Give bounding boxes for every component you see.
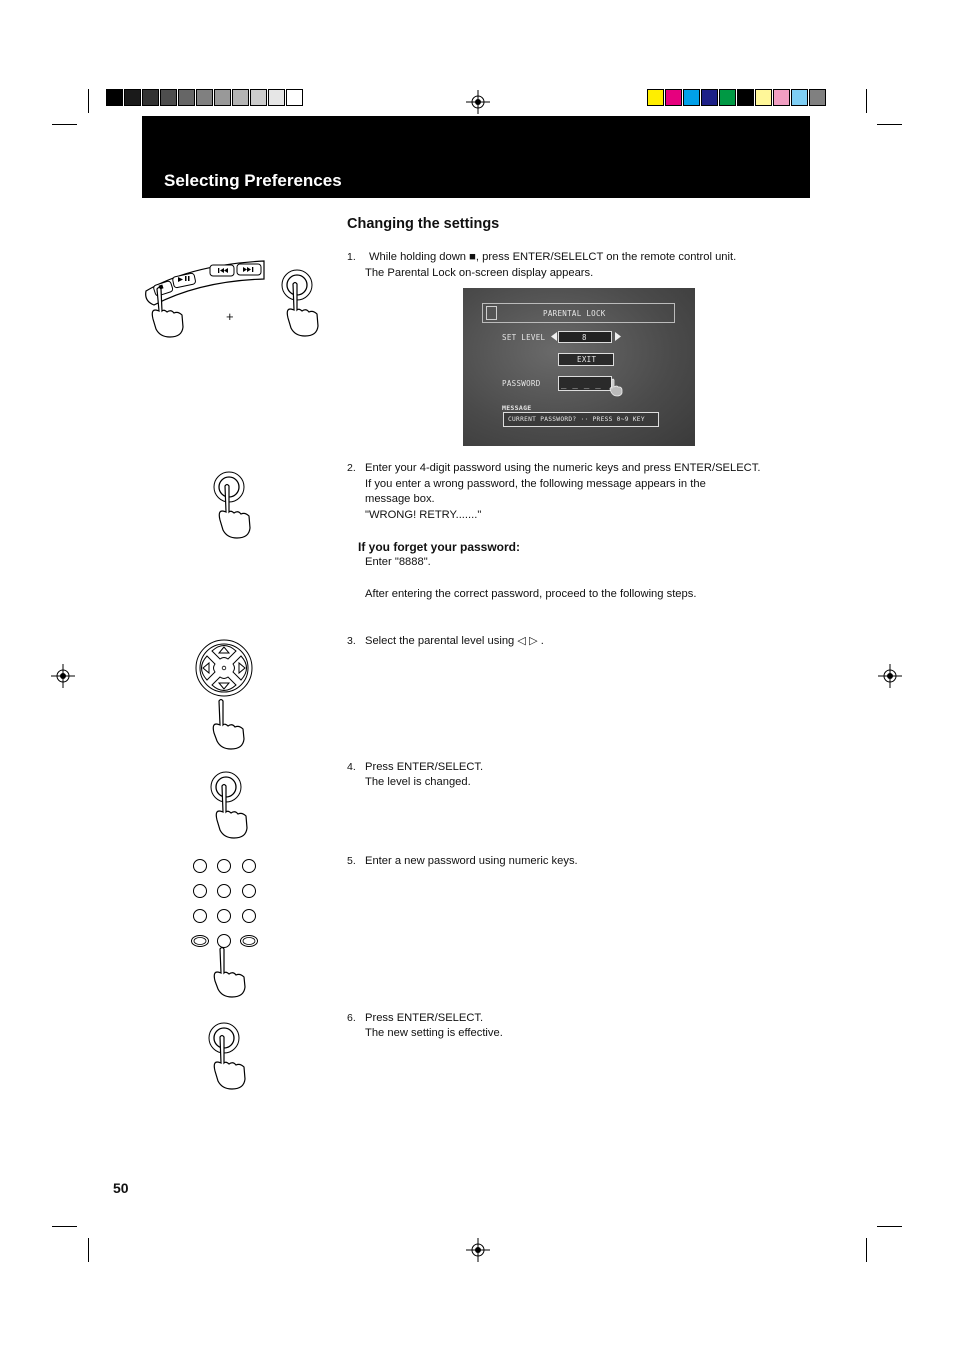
- step-1-line-1: While holding down ■, press ENTER/SELELCT on the remote control unit.: [369, 251, 737, 263]
- forget-password-line-2: After entering the correct password, proceed to the following steps.: [365, 588, 697, 600]
- enter-button-illustration-4: [207, 1021, 251, 1093]
- remote-transport-buttons-illustration: [140, 255, 270, 345]
- plus-sign: +: [226, 309, 234, 324]
- page-number: 50: [113, 1180, 129, 1196]
- registration-mark-bottom: [466, 1238, 490, 1262]
- osd-message-text: CURRENT PASSWORD? ·· PRESS 0~9 KEY: [508, 416, 645, 423]
- step-6-number: 6.: [347, 1012, 356, 1024]
- osd-password-label: PASSWORD: [502, 379, 541, 388]
- osd-exit-label: EXIT: [577, 355, 597, 364]
- calibration-swatch: [106, 89, 123, 106]
- calibration-swatch: [286, 89, 303, 106]
- calibration-swatch: [250, 89, 267, 106]
- calibration-swatch: [665, 89, 682, 106]
- registration-mark-top: [466, 90, 490, 114]
- osd-right-arrow-icon: [615, 332, 621, 341]
- calibration-swatch: [142, 89, 159, 106]
- step-4-number: 4.: [347, 761, 356, 773]
- calibration-swatch: [755, 89, 772, 106]
- step-3-number: 3.: [347, 635, 356, 647]
- calibration-swatch: [647, 89, 664, 106]
- step-5-number: 5.: [347, 855, 356, 867]
- enter-button-illustration-1: [280, 268, 324, 340]
- section-title: Changing the settings: [347, 216, 500, 232]
- calibration-swatch: [232, 89, 249, 106]
- osd-message-label: MESSAGE: [502, 404, 532, 412]
- calibration-swatch: [737, 89, 754, 106]
- step-3-line-1: Select the parental level using ◁ ▷ .: [365, 635, 544, 647]
- step-6-line-1: Press ENTER/SELECT.: [365, 1012, 484, 1024]
- calibration-swatch: [809, 89, 826, 106]
- lock-icon: [486, 306, 497, 320]
- step-1-number: 1.: [347, 251, 356, 263]
- step-2-number: 2.: [347, 462, 356, 474]
- osd-title: PARENTAL LOCK: [543, 309, 606, 318]
- calibration-swatch: [196, 89, 213, 106]
- osd-message-box: [503, 412, 659, 427]
- step-6-line-2: The new setting is effective.: [365, 1027, 503, 1039]
- calibration-swatch: [214, 89, 231, 106]
- step-4-line-1: Press ENTER/SELECT.: [365, 761, 484, 773]
- calibration-swatch: [160, 89, 177, 106]
- calibration-swatch: [683, 89, 700, 106]
- calibration-swatch: [124, 89, 141, 106]
- osd-left-arrow-icon: [551, 332, 557, 341]
- osd-password-field[interactable]: [558, 376, 612, 391]
- registration-mark-left: [51, 664, 75, 688]
- osd-password-value: _ _ _ _: [561, 380, 602, 390]
- step-2-line-3: message box.: [365, 493, 435, 505]
- step-4-line-2: The level is changed.: [365, 776, 471, 788]
- parental-lock-osd-screenshot: [463, 288, 695, 446]
- page-header-bar: [142, 116, 810, 198]
- osd-exit-button[interactable]: [558, 353, 614, 366]
- calibration-swatch: [178, 89, 195, 106]
- numeric-keypad-illustration: [188, 855, 260, 1000]
- calibration-swatch: [719, 89, 736, 106]
- enter-button-illustration-3: [209, 770, 253, 842]
- step-1-line-2: The Parental Lock on-screen display appears.: [365, 267, 594, 279]
- cursor-pad-illustration: [194, 637, 256, 752]
- osd-level-field: [558, 331, 612, 343]
- calibration-swatch: [268, 89, 285, 106]
- osd-level-value: 8: [582, 333, 587, 342]
- calibration-swatch: [701, 89, 718, 106]
- calibration-swatch: [773, 89, 790, 106]
- step-2-line-2: If you enter a wrong password, the following message appears in the: [365, 478, 706, 490]
- hand-cursor-icon: [609, 378, 623, 396]
- calibration-swatch: [791, 89, 808, 106]
- step-2-line-1: Enter your 4-digit password using the numeric keys and press ENTER/SELECT.: [365, 462, 761, 474]
- registration-mark-right: [878, 664, 902, 688]
- step-5-line-1: Enter a new password using numeric keys.: [365, 855, 578, 867]
- page-title: Selecting Preferences: [164, 171, 342, 190]
- forget-password-line-1: Enter "8888".: [365, 556, 431, 568]
- osd-set-level-label: SET LEVEL: [502, 333, 546, 342]
- enter-button-illustration-2: [212, 470, 256, 542]
- forget-password-heading: If you forget your password:: [358, 540, 521, 554]
- step-2-line-4: "WRONG! RETRY.......": [365, 509, 482, 521]
